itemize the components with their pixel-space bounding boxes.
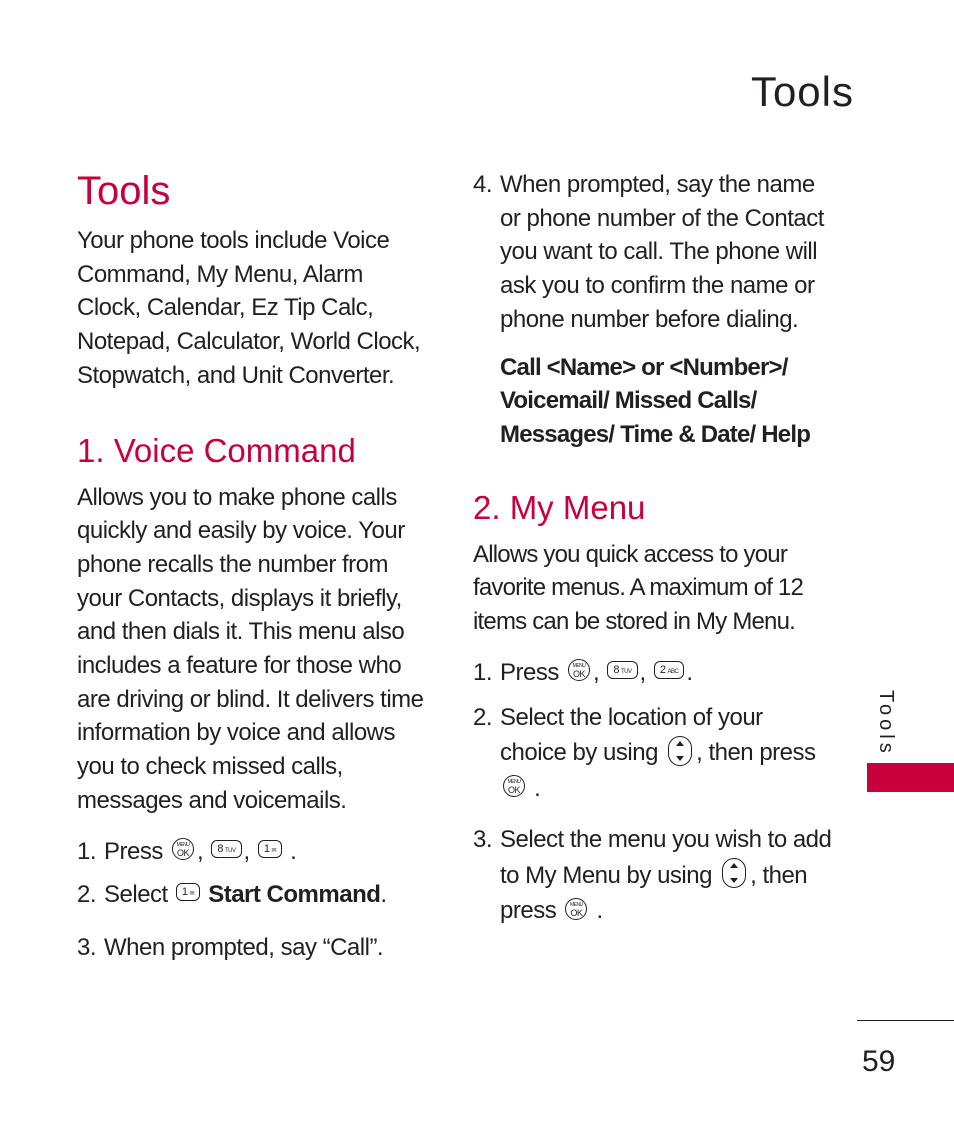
step-number: 1. <box>473 658 493 686</box>
step-number: 4. <box>473 171 493 198</box>
step-number: 3. <box>77 933 97 961</box>
voice-step-3 <box>77 930 432 965</box>
voice-command-heading: 1. Voice Command <box>77 431 356 469</box>
menu-ok-key-icon: MENU OK <box>172 838 194 860</box>
step-text: Press <box>500 658 559 686</box>
step-number: 2. <box>77 880 97 908</box>
right-column <box>473 168 833 929</box>
side-tab-label: Tools <box>875 690 897 757</box>
step-number: 2. <box>473 703 493 731</box>
step-text: Select <box>104 880 168 908</box>
navigation-key-icon <box>668 736 692 766</box>
my-menu-heading: 2. My Menu <box>473 488 646 526</box>
step-text: When prompted, say “Call”. <box>104 933 384 961</box>
menu-ok-key-icon: MENU OK <box>565 898 587 920</box>
key-1-icon: 1 ✉ <box>258 840 282 858</box>
my-menu-step-1: 1. Press MENU OK , 8 TUV , 2 ABC . <box>473 655 833 690</box>
step-text: When prompted, say the name or phone number of the Contact you want to call. The phone will ask you to confirm the name or phone number before dialing. <box>500 171 824 333</box>
voice-commands-list: Call <Name> or <Number>/ Voicemail/ Missed Calls/ Messages/ Time & Date/ Help <box>500 353 811 448</box>
key-2-icon: 2 ABC <box>654 661 684 679</box>
voice-step-1: 1. Press MENU OK , 8 TUV , 1 ✉ . <box>77 834 432 869</box>
footer-rule <box>857 1020 954 1021</box>
page-number: 59 <box>862 1045 896 1078</box>
side-tab-marker <box>867 763 954 792</box>
start-command-label: Start Command <box>208 880 381 908</box>
navigation-key-icon <box>722 858 746 888</box>
step-number: 3. <box>473 826 493 854</box>
step-text: Select the location of your choice by using <box>500 703 763 767</box>
voice-step-2: 2. Select 1 ✉ Start Command. <box>77 877 432 912</box>
my-menu-step-3: 3. Select the menu you wish to add to My Menu by using , then press MENU OK . <box>473 822 833 929</box>
menu-ok-key-icon: MENU OK <box>503 775 525 797</box>
my-menu-description: Allows you quick access to your favorite menus. A maximum of 12 items can be stored in My Menu. <box>473 540 804 636</box>
intro-paragraph: Your phone tools include Voice Command, My Menu, Alarm Clock, Calendar, Ez Tip Calc, Notepad, Calculator, World Clock, Stopwatch, and Unit Converter. <box>77 227 421 389</box>
my-menu-step-2: 2. Select the location of your choice by using , then press MENU OK . <box>473 700 833 807</box>
left-column <box>77 168 432 965</box>
voice-step-4 <box>473 168 833 337</box>
section-title: Tools <box>77 169 171 213</box>
running-header-title: Tools <box>750 68 854 115</box>
menu-ok-key-icon: MENU OK <box>568 659 590 681</box>
key-8-icon: 8 TUV <box>211 840 241 858</box>
voice-command-description: Allows you to make phone calls quickly and easily by voice. Your phone recalls the number from your Contacts, displays it briefly, and then dials it. This menu also includes a feature for those who are driving or blind. It delivers time information by voice and allows you to check missed calls, messages and voicemails. <box>77 483 424 814</box>
step-text: Press <box>104 837 163 865</box>
step-text: Select the menu you wish to add to My Menu by using <box>500 826 832 889</box>
step-number: 1. <box>77 837 97 865</box>
key-1-icon: 1 ✉ <box>176 883 200 901</box>
key-8-icon: 8 TUV <box>607 661 637 679</box>
